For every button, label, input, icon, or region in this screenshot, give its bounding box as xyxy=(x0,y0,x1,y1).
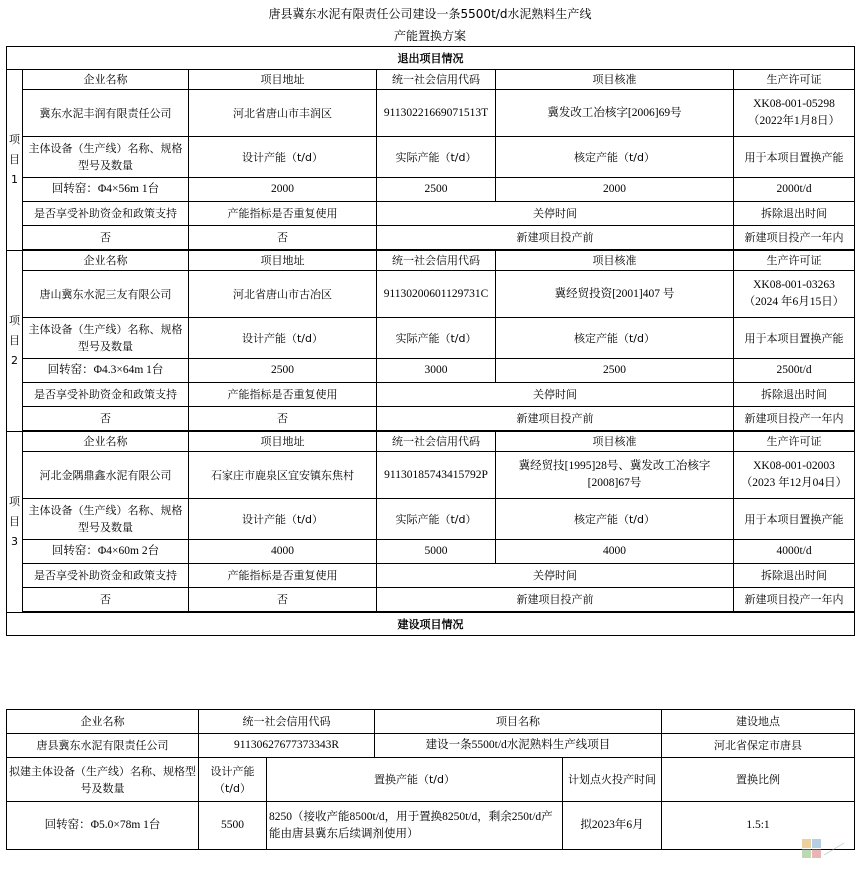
project-3-subsidy-label: 是否享受补助资金和政策支持 xyxy=(23,564,189,588)
header-project-approval: 项目核准 xyxy=(496,251,734,271)
project-1-demolish: 新建项目投产一年内 xyxy=(734,226,855,250)
project-3-side-label: 项 目 3 xyxy=(7,432,23,613)
build-section-title: 建设项目情况 xyxy=(7,613,855,636)
build-credit-code: 91130627677373343R xyxy=(199,734,375,758)
project-2-equipment: 回转窑：Φ4.3×64m 1台 xyxy=(23,359,189,383)
project-3-reused-label: 产能指标是否重复使用 xyxy=(189,564,377,588)
project-2-credit-code: 91130200601129731C xyxy=(377,271,496,318)
project-1-approved-label: 核定产能（t/d） xyxy=(496,137,734,178)
header-project-address: 项目地址 xyxy=(189,70,377,90)
capacity-replacement-table xyxy=(6,46,855,636)
header-license: 生产许可证 xyxy=(734,432,855,452)
project-1-side-label: 项 目 1 xyxy=(7,70,23,251)
build-header-project-name: 项目名称 xyxy=(375,710,662,734)
project-2-reused: 否 xyxy=(189,407,377,431)
project-3-approved-label: 核定产能（t/d） xyxy=(496,499,734,540)
header-credit-code: 统一社会信用代码 xyxy=(377,251,496,271)
project-1-design: 2000 xyxy=(189,178,377,202)
header-credit-code: 统一社会信用代码 xyxy=(377,432,496,452)
document-subtitle: 产能置换方案 xyxy=(393,29,466,43)
build-project-table xyxy=(6,709,855,850)
project-1-equipment: 回转窑：Φ4×56m 1台 xyxy=(23,178,189,202)
project-1-equipment-label: 主体设备（生产线）名称、规格型号及数量 xyxy=(23,137,189,178)
header-project-address: 项目地址 xyxy=(189,251,377,271)
build-ignition: 拟2023年6月 xyxy=(563,802,662,850)
project-2-actual-label: 实际产能（t/d） xyxy=(377,318,496,359)
header-company-name: 企业名称 xyxy=(23,432,189,452)
project-3-design-label: 设计产能（t/d） xyxy=(189,499,377,540)
header-project-approval: 项目核准 xyxy=(496,432,734,452)
project-3-replace-label: 用于本项目置换产能 xyxy=(734,499,855,540)
project-3-approved: 4000 xyxy=(496,540,734,564)
build-replace: 8250（接收产能8500t/d，用于置换8250t/d，剩余250t/d产能由唐县冀东后续调剂使用） xyxy=(267,802,563,850)
project-1-reused-label: 产能指标是否重复使用 xyxy=(189,202,377,226)
project-3-design: 4000 xyxy=(189,540,377,564)
build-header-company: 企业名称 xyxy=(7,710,199,734)
header-project-address: 项目地址 xyxy=(189,432,377,452)
project-2-side-label: 项 目 2 xyxy=(7,251,23,432)
project-3-company: 河北金隅鼎鑫水泥有限公司 xyxy=(23,452,189,499)
project-2-reused-label: 产能指标是否重复使用 xyxy=(189,383,377,407)
document-title: 唐县冀东水泥有限责任公司建设一条5500t/d水泥熟料生产线 xyxy=(268,7,592,21)
watermark-logo xyxy=(798,837,848,863)
project-1-subsidy: 否 xyxy=(23,226,189,250)
project-2-shutdown-label: 关停时间 xyxy=(377,383,734,407)
project-2-subsidy: 否 xyxy=(23,407,189,431)
project-1-subsidy-label: 是否享受补助资金和政策支持 xyxy=(23,202,189,226)
header-license: 生产许可证 xyxy=(734,70,855,90)
project-1-shutdown: 新建项目投产前 xyxy=(377,226,734,250)
project-2-actual: 3000 xyxy=(377,359,496,383)
project-1-company: 冀东水泥丰润有限责任公司 xyxy=(23,90,189,137)
project-1-actual-label: 实际产能（t/d） xyxy=(377,137,496,178)
project-3-demolish-label: 拆除退出时间 xyxy=(734,564,855,588)
project-2-demolish: 新建项目投产一年内 xyxy=(734,407,855,431)
build-equipment: 回转窑：Φ5.0×78m 1台 xyxy=(7,802,199,850)
project-1-replace-label: 用于本项目置换产能 xyxy=(734,137,855,178)
project-3-demolish: 新建项目投产一年内 xyxy=(734,588,855,612)
build-location: 河北省保定市唐县 xyxy=(662,734,855,758)
project-1-approved: 2000 xyxy=(496,178,734,202)
project-1-approval: 冀发改工冶核字[2006]69号 xyxy=(496,90,734,137)
project-2-replace: 2500t/d xyxy=(734,359,855,383)
project-2-subsidy-label: 是否享受补助资金和政策支持 xyxy=(23,383,189,407)
project-2-design-label: 设计产能（t/d） xyxy=(189,318,377,359)
project-3-credit-code: 91130185743415792P xyxy=(377,452,496,499)
project-2-equipment-label: 主体设备（生产线）名称、规格型号及数量 xyxy=(23,318,189,359)
build-header-credit-code: 统一社会信用代码 xyxy=(199,710,375,734)
project-3-replace: 4000t/d xyxy=(734,540,855,564)
build-header-equipment: 拟建主体设备（生产线）名称、规格型号及数量 xyxy=(7,758,199,802)
build-company: 唐县冀东水泥有限责任公司 xyxy=(7,734,199,758)
project-3-actual: 5000 xyxy=(377,540,496,564)
project-3-actual-label: 实际产能（t/d） xyxy=(377,499,496,540)
project-3-equipment-label: 主体设备（生产线）名称、规格型号及数量 xyxy=(23,499,189,540)
build-project-name: 建设一条5500t/d水泥熟料生产线项目 xyxy=(375,734,662,758)
project-2-demolish-label: 拆除退出时间 xyxy=(734,383,855,407)
project-1-license: XK08-001-05298 （2022年1月8日） xyxy=(734,90,855,137)
project-1-shutdown-label: 关停时间 xyxy=(377,202,734,226)
header-company-name: 企业名称 xyxy=(23,251,189,271)
project-3-approval: 冀经贸技[1995]28号、冀发改工冶核字[2008]67号 xyxy=(496,452,734,499)
project-2-license: XK08-001-03263 （2024 年6月15日） xyxy=(734,271,855,318)
project-1-credit-code: 91130221669071513T xyxy=(377,90,496,137)
header-license: 生产许可证 xyxy=(734,251,855,271)
project-2-approval: 冀经贸投资[2001]407 号 xyxy=(496,271,734,318)
header-company-name: 企业名称 xyxy=(23,70,189,90)
project-3-reused: 否 xyxy=(189,588,377,612)
build-ratio: 1.5:1 xyxy=(662,802,855,850)
project-2-address: 河北省唐山市古冶区 xyxy=(189,271,377,318)
header-credit-code: 统一社会信用代码 xyxy=(377,70,496,90)
project-1-address: 河北省唐山市丰润区 xyxy=(189,90,377,137)
project-3-subsidy: 否 xyxy=(23,588,189,612)
project-3-equipment: 回转窑：Φ4×60m 2台 xyxy=(23,540,189,564)
build-header-replace: 置换产能（t/d） xyxy=(267,758,563,802)
project-3-address: 石家庄市鹿泉区宜安镇东焦村 xyxy=(189,452,377,499)
build-design: 5500 xyxy=(199,802,267,850)
exit-section-title: 退出项目情况 xyxy=(7,47,855,70)
project-2-approved: 2500 xyxy=(496,359,734,383)
project-1-design-label: 设计产能（t/d） xyxy=(189,137,377,178)
build-header-design: 设计产能（t/d） xyxy=(199,758,267,802)
project-1-demolish-label: 拆除退出时间 xyxy=(734,202,855,226)
project-3-shutdown: 新建项目投产前 xyxy=(377,588,734,612)
build-header-location: 建设地点 xyxy=(662,710,855,734)
header-project-approval: 项目核准 xyxy=(496,70,734,90)
project-2-company: 唐山冀东水泥三友有限公司 xyxy=(23,271,189,318)
build-header-ratio: 置换比例 xyxy=(662,758,855,802)
project-1-reused: 否 xyxy=(189,226,377,250)
project-1-replace: 2000t/d xyxy=(734,178,855,202)
project-2-design: 2500 xyxy=(189,359,377,383)
project-2-replace-label: 用于本项目置换产能 xyxy=(734,318,855,359)
project-2-shutdown: 新建项目投产前 xyxy=(377,407,734,431)
project-3-shutdown-label: 关停时间 xyxy=(377,564,734,588)
build-header-ignition: 计划点火投产时间 xyxy=(563,758,662,802)
project-1-actual: 2500 xyxy=(377,178,496,202)
project-2-approved-label: 核定产能（t/d） xyxy=(496,318,734,359)
project-3-license: XK08-001-02003 （2023 年12月04日） xyxy=(734,452,855,499)
